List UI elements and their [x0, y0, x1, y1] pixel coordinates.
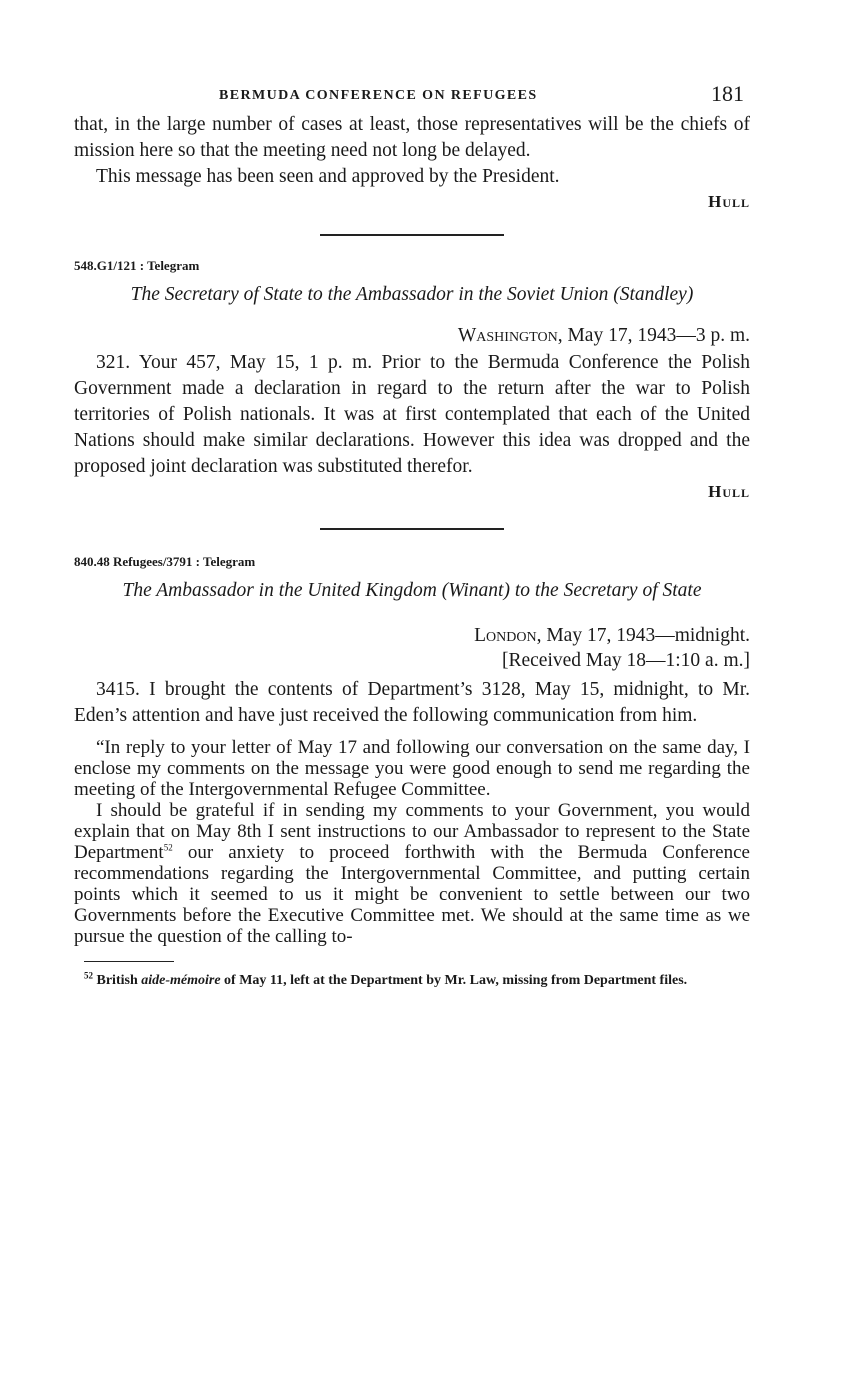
continuation-paragraph: that, in the large number of cases at least, those representatives will be the chiefs of mission here so that the meeting need not long be delayed. [74, 114, 750, 161]
footnote-marker: 52 [84, 970, 93, 981]
footnote-divider [84, 961, 174, 962]
file-reference: 840.48 Refugees/3791 : Telegram [74, 554, 256, 569]
running-title: BERMUDA CONFERENCE ON REFUGEES [219, 88, 538, 103]
footnote [74, 970, 750, 991]
dateline [74, 623, 750, 648]
file-reference: 548.G1/121 : Telegram [74, 258, 200, 273]
signature-hull: Hull [708, 192, 750, 211]
telegram-body: 3415. I brought the contents of Department’s 3128, May 15, midnight, to Mr. Eden’s attention and have just received the following communication from him. [74, 679, 750, 726]
section-divider [320, 528, 504, 530]
document-heading: The Ambassador in the United Kingdom (Winant) to the Secretary of State [122, 580, 702, 601]
footnote-text: British [93, 973, 142, 988]
quoted-text: I should be grateful if in sending my comments to your Government, you would explain that on May 8th I sent instructions to our Ambassador to represent to the State Department [74, 800, 750, 863]
footnote-text: of May 11, left at the Department by Mr. Law, missing from Department files. [220, 973, 688, 988]
dateline [74, 323, 750, 348]
quoted-paragraph: “In reply to your letter of May 17 and following our conversation on the same day, I enclose my comments on the message you were good enough to send me regarding the meeting of the Intergovernmental Refugee Committee. [74, 737, 750, 800]
section-divider [320, 234, 504, 236]
quoted-paragraph [74, 800, 750, 947]
approval-paragraph: This message has been seen and approved by the President. [96, 166, 560, 187]
footnote-italic-term: aide-mémoire [141, 973, 221, 988]
dateline-date: , May 17, 1943—midnight. [536, 625, 750, 646]
dateline-date: , May 17, 1943—3 p. m. [557, 325, 750, 346]
document-heading: The Secretary of State to the Ambassador in the Soviet Union (Standley) [130, 284, 694, 305]
page-number: 181 [711, 81, 744, 106]
quoted-text: our anxiety to proceed forthwith with the Bermuda Conference recommendations regarding the Intergovernmental Committee, and putting certain points which it seemed to us it might be convenient to settle between our two Governments before the Executive Committee met. We should at the same time as we pursue the question of the calling to- [74, 842, 750, 947]
telegram-body: 321. Your 457, May 15, 1 p. m. Prior to the Bermuda Conference the Polish Government made a declaration in regard to the return after the war to Polish territories of Polish nationals. It was at first contemplated that each of the United Nations should make similar declarations. However this idea was dropped and the proposed joint declaration was substituted therefor. [74, 352, 750, 477]
document-page [74, 78, 750, 991]
signature-hull: Hull [708, 482, 750, 501]
received-line: [Received May 18—1:10 a. m.] [501, 650, 750, 671]
footnote-reference[interactable]: 52 [163, 842, 173, 853]
dateline-place: Washington [457, 325, 558, 346]
running-head [74, 78, 750, 112]
dateline-place: London [474, 625, 537, 646]
